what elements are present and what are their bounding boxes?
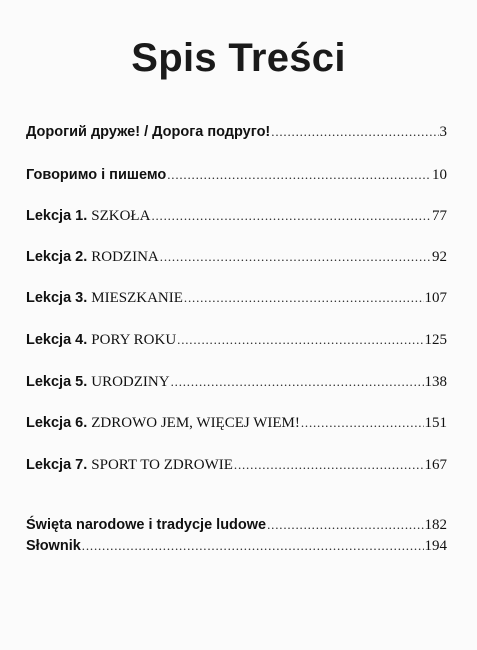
toc-entry-lesson-5 [26, 375, 447, 390]
page-title: Spis Treści [131, 36, 346, 80]
toc-page-number: 10 [432, 167, 447, 183]
dot-leader [267, 518, 423, 531]
dot-leader [184, 291, 424, 304]
toc-entry-title: Słownik [26, 538, 81, 554]
toc-page-number: 107 [424, 290, 447, 306]
toc-page-number: 182 [424, 517, 447, 533]
toc-entry-intro [26, 125, 447, 140]
toc-page-number: 92 [432, 249, 447, 265]
dot-leader [301, 416, 424, 429]
dot-leader [234, 458, 424, 471]
toc-entry-title: Święta narodowe i tradycje ludowe [26, 517, 267, 533]
lesson-number: Lekcja 2. [26, 249, 88, 265]
lesson-number: Lekcja 3. [26, 290, 88, 306]
toc-page-number: 167 [424, 457, 447, 473]
toc-entry-lesson-4 [26, 333, 447, 348]
toc-entry-title: PORY ROKU [91, 332, 177, 348]
toc-entry-lesson-3 [26, 291, 447, 306]
dot-leader [82, 539, 424, 552]
dot-leader [171, 375, 424, 388]
toc-entry-title: URODZINY [91, 374, 170, 390]
toc-entry-lesson-1 [26, 209, 447, 224]
dot-leader [271, 125, 438, 138]
toc-page-number: 3 [439, 124, 447, 140]
toc-entry-title: Дорогий друже! / Дорога подруго! [26, 124, 271, 140]
lesson-number: Lekcja 1. [26, 208, 88, 224]
lesson-number: Lekcja 6. [26, 415, 88, 431]
toc-entry-speaking-writing [26, 168, 447, 183]
toc-page-number: 151 [424, 415, 447, 431]
toc-entry-title: RODZINA [91, 249, 159, 265]
toc-entry-title: SPORT TO ZDROWIE [91, 457, 233, 473]
dot-leader [160, 250, 431, 263]
toc-page-number: 77 [432, 208, 447, 224]
toc-entry-title: Говоримо і пишемо [26, 167, 167, 183]
toc-entry-lesson-2 [26, 250, 447, 265]
lesson-number: Lekcja 4. [26, 332, 88, 348]
lesson-number: Lekcja 5. [26, 374, 88, 390]
toc-entry-dictionary [26, 539, 447, 554]
toc-entry-holidays [26, 518, 447, 533]
dot-leader [167, 168, 431, 181]
toc-entry-lesson-6 [26, 416, 447, 431]
toc-page-number: 194 [424, 538, 447, 554]
toc-entry-title: SZKOŁA [91, 208, 151, 224]
toc-entry-title: ZDROWO JEM, WIĘCEJ WIEM! [91, 415, 300, 431]
toc-entry-lesson-7 [26, 458, 447, 473]
dot-leader [151, 209, 431, 222]
dot-leader [177, 333, 423, 346]
lesson-number: Lekcja 7. [26, 457, 88, 473]
toc-page-number: 138 [424, 374, 447, 390]
toc-page-number: 125 [424, 332, 447, 348]
toc-entry-title: MIESZKANIE [91, 290, 183, 306]
